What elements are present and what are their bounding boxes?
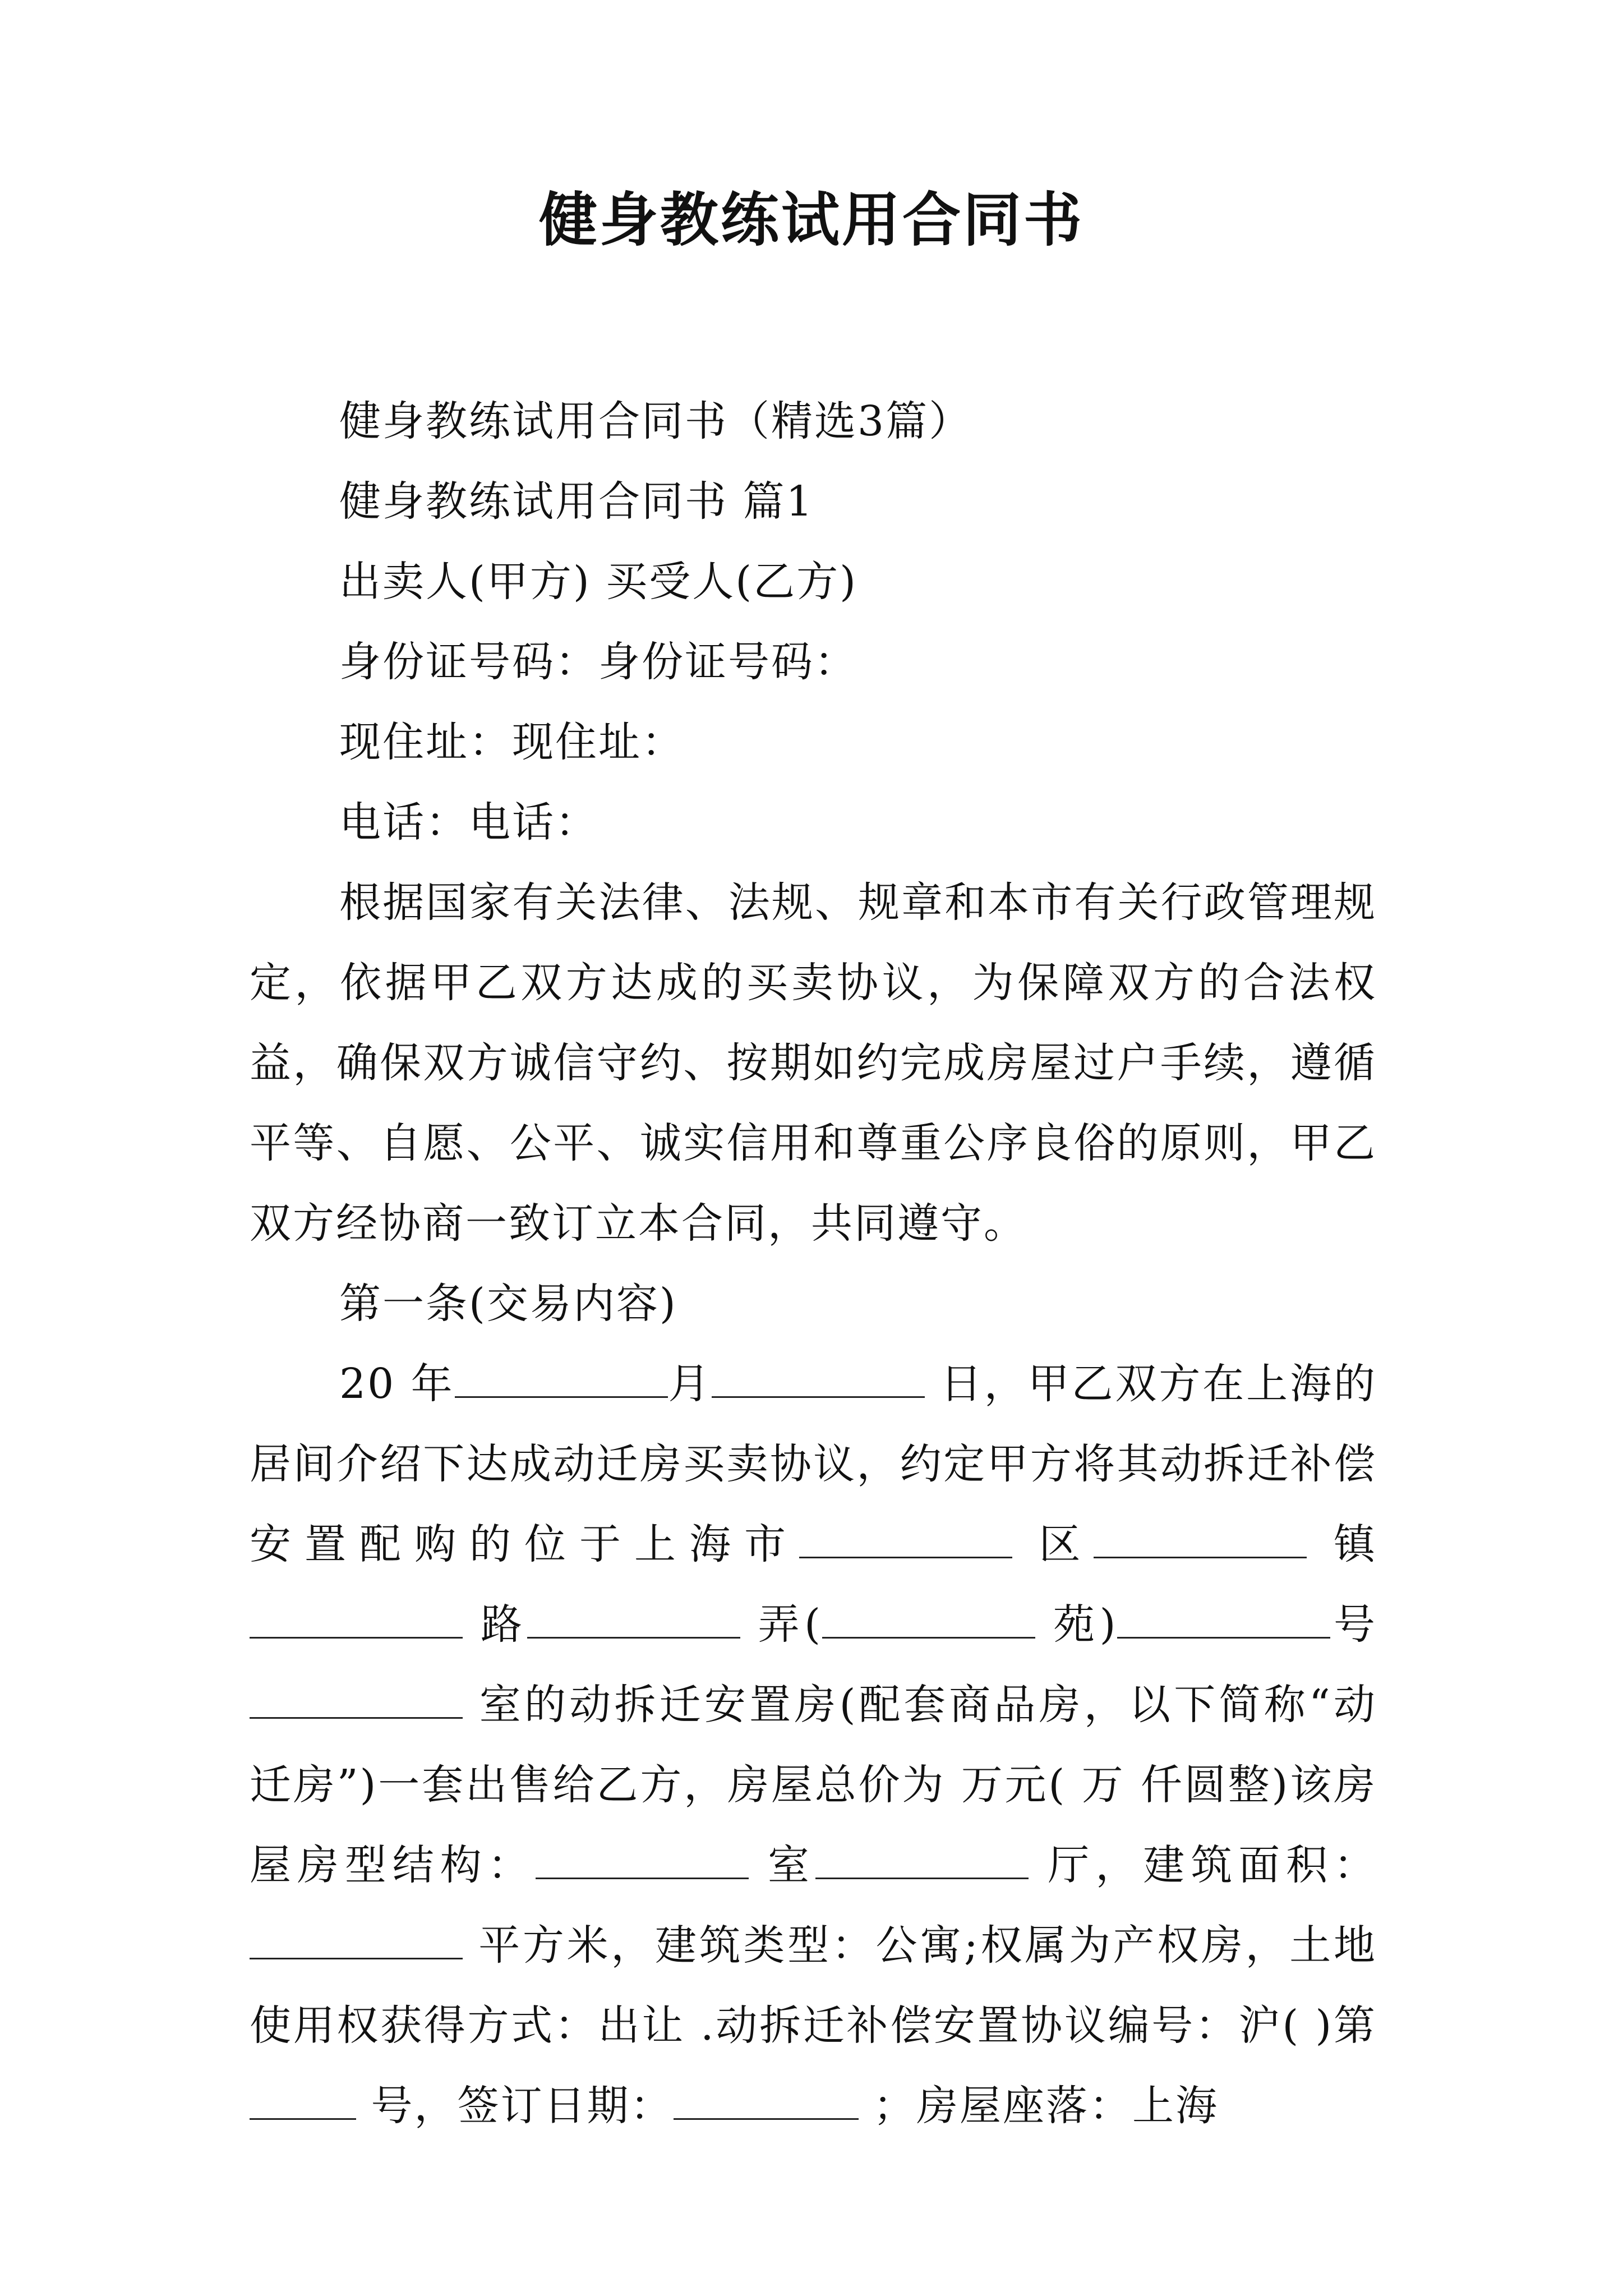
blank-field [455,1357,668,1398]
article1-paragraph [250,1344,1377,2146]
text-segment: 室的动拆迁安置房(配套商品房，以下简称“动迁房”)一套出售给乙方，房屋总价为 万元( 万 仟圆整)该房屋房型结构： [250,1681,1377,1889]
document-body [250,381,1377,2146]
text-segment: 号 [1330,1600,1377,1649]
text-segment: 弄( [740,1600,823,1649]
blank-field [1094,1517,1307,1558]
text-segment: 镇 [1307,1520,1377,1568]
id-numbers-line: 身份证号码：身份证号码： [339,638,857,686]
blank-field [536,1838,749,1879]
blank-field [250,2079,356,2120]
blank-field [674,2079,859,2120]
blank-field [815,1838,1029,1879]
text-segment: 20 年 [339,1360,455,1408]
blank-field [822,1598,1035,1639]
text-segment: 月 [667,1360,712,1408]
text-segment: 室 [748,1841,815,1889]
blank-field [250,1598,463,1639]
blank-field [799,1517,1012,1558]
text-segment: 苑) [1035,1600,1118,1649]
parties-line: 出卖人(甲方) 买受人(乙方) [339,558,858,606]
preamble-paragraph: 根据国家有关法律、法规、规章和本市有关行政管理规定，依据甲乙双方达成的买卖协议，为保障双方的合法权益，确保双方诚信守约、按期如约完成房屋过户手续，遵循平等、自愿、公平、诚实信用和尊重公序良俗的原则，甲乙双方经协商一致订立本合同，共同遵守。 [250,878,1377,1248]
blank-field [250,1918,463,1959]
text-segment: 路 [463,1600,527,1649]
phones-line: 电话：电话： [339,798,598,846]
text-segment: 区 [1012,1520,1094,1568]
blank-field [527,1598,740,1639]
subtitle-line: 健身教练试用合同书（精选3篇） [339,397,972,445]
article1-heading: 第一条(交易内容) [339,1280,677,1328]
text-segment: 日，甲乙双方在上海的居间介绍下达成动迁房买卖协议，约定甲方将其动拆迁补偿安置配购的位于上海市 [250,1360,1377,1568]
document-title: 健身教练试用合同书 [538,185,1084,254]
section-heading: 健身教练试用合同书 篇1 [339,477,814,526]
blank-field [712,1357,925,1398]
addresses-line: 现住址：现住址： [339,718,685,766]
text-segment: 号，签订日期： [356,2082,674,2130]
blank-field [1117,1598,1330,1639]
text-segment: ；房屋座落：上海 [858,2082,1219,2130]
blank-field [250,1678,463,1719]
text-segment: 平方米，建筑类型：公寓;权属为产权房，土地使用权获得方式：出让 .动拆迁补偿安置协议编号：沪( )第 [250,1921,1377,2050]
text-segment: 厅，建筑面积： [1028,1841,1377,1889]
